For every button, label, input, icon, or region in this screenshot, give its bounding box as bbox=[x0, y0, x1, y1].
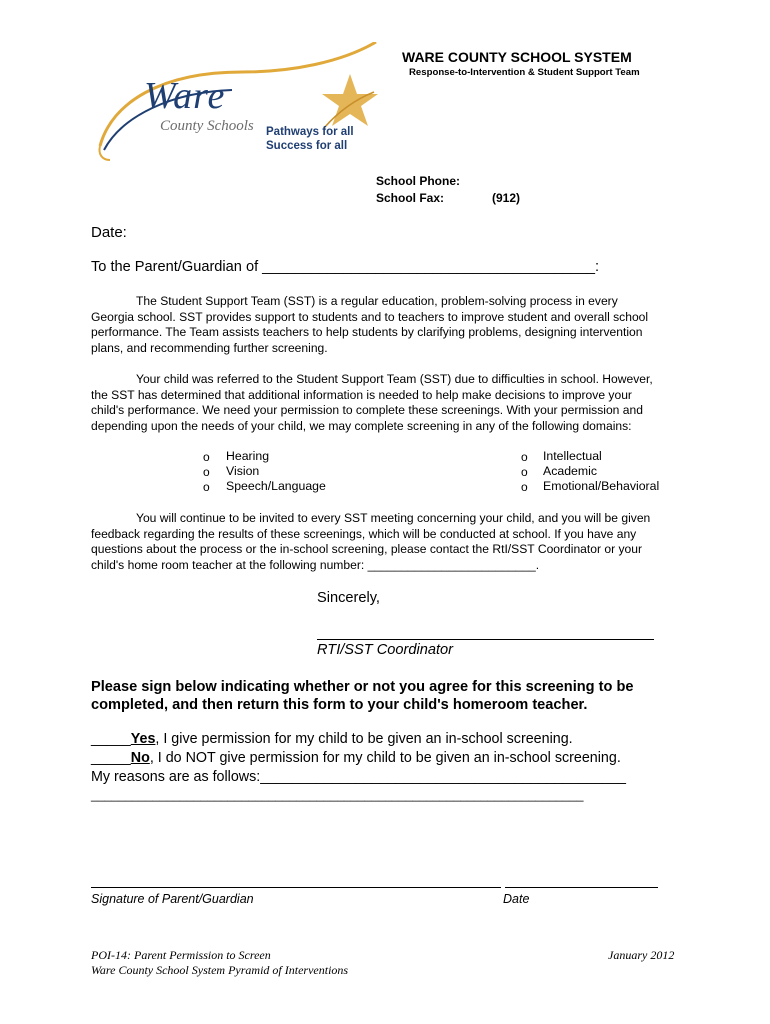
greeting-line: To the Parent/Guardian of _________________________________________: bbox=[91, 259, 600, 275]
domain-vision: Vision bbox=[226, 464, 260, 478]
reasons-line-2[interactable]: ________________________________________________________________________ bbox=[91, 788, 584, 802]
domain-speech-language: Speech/Language bbox=[226, 479, 326, 493]
bullet-marker: o bbox=[203, 465, 210, 479]
logo-county: County Schools bbox=[160, 118, 254, 134]
signature-date-label: Date bbox=[503, 892, 530, 906]
no-blank[interactable]: _____ bbox=[91, 750, 131, 766]
closing-sincerely: Sincerely, bbox=[317, 590, 380, 606]
bullet-marker: o bbox=[521, 450, 528, 464]
paragraph-1-line: The Student Support Team (SST) is a regular education, problem-solving process in every bbox=[136, 294, 618, 308]
domain-intellectual: Intellectual bbox=[543, 449, 602, 463]
logo-name: Ware bbox=[144, 75, 226, 117]
yes-text: , I give permission for my child to be given an in-school screening. bbox=[155, 731, 573, 747]
signature-date-line[interactable] bbox=[505, 887, 658, 888]
paragraph-2-line: Your child was referred to the Student Support Team (SST) due to difficulties in school. However, bbox=[136, 372, 653, 386]
domain-emotional-behavioral: Emotional/Behavioral bbox=[543, 479, 660, 493]
paragraph-2-line: the SST has determined that additional information is needed to help make decisions to improve your bbox=[91, 387, 632, 402]
consent-yes-option[interactable] bbox=[91, 731, 573, 747]
yes-word: Yes bbox=[130, 731, 156, 747]
footer-program: Ware County School System Pyramid of Interventions bbox=[91, 963, 349, 977]
bullet-marker: o bbox=[203, 480, 210, 494]
yes-blank[interactable]: _____ bbox=[91, 731, 131, 747]
consent-instruction-line-2: completed, and then return this form to your child's homeroom teacher. bbox=[91, 697, 588, 713]
paragraph-3-line: child's home room teacher at the following number: _________________________. bbox=[91, 557, 540, 572]
header-title: WARE COUNTY SCHOOL SYSTEM bbox=[402, 49, 632, 65]
domain-academic: Academic bbox=[543, 464, 597, 478]
reasons-field[interactable]: My reasons are as follows:______________________________________________ bbox=[91, 769, 627, 785]
paragraph-2-line: child's performance. We need your permission to complete these screenings. With your permission and bbox=[91, 403, 643, 418]
signature-label: Signature of Parent/Guardian bbox=[91, 892, 254, 906]
coordinator-signature-line bbox=[317, 639, 654, 640]
logo-tagline-2: Success for all bbox=[266, 140, 348, 152]
paragraph-1-line: plans, and recommending further screening. bbox=[91, 340, 328, 355]
logo-tagline-1: Pathways for all bbox=[266, 126, 354, 138]
paragraph-3-line: questions about the process or the in-school screening, please contact the RtI/SST Coordinator or your bbox=[91, 542, 643, 557]
paragraph-3-line: You will continue to be invited to every SST meeting concerning your child, and you will be given bbox=[136, 511, 651, 525]
paragraph-1-line: Georgia school. SST provides support to students and to teachers to improve student and overall school bbox=[91, 309, 649, 324]
paragraph-3 bbox=[91, 511, 686, 573]
school-fax-value: (912) bbox=[492, 191, 521, 205]
coordinator-title: RTI/SST Coordinator bbox=[317, 642, 453, 658]
paragraph-2 bbox=[91, 372, 686, 434]
no-text: , I do NOT give permission for my child to be given an in-school screening. bbox=[149, 750, 621, 766]
paragraph-1-line: performance. The Team assists teachers to help students by clarifying problems, designing intervention bbox=[91, 325, 643, 340]
parent-signature-line[interactable] bbox=[91, 887, 501, 888]
paragraph-1 bbox=[91, 294, 686, 356]
bullet-marker: o bbox=[203, 450, 210, 464]
no-word: No bbox=[130, 750, 150, 766]
date-label: Date: bbox=[91, 224, 127, 241]
bullet-marker: o bbox=[521, 465, 528, 479]
paragraph-2-line: depending upon the needs of your child, we may complete screening in any of the following domains: bbox=[91, 418, 632, 433]
footer-form-id: POI-14: Parent Permission to Screen bbox=[91, 948, 271, 962]
footer-date: January 2012 bbox=[608, 948, 675, 962]
ware-county-logo bbox=[92, 42, 384, 166]
paragraph-3-line: feedback regarding the results of these screenings, which will be conducted at school. If you have any bbox=[91, 526, 637, 541]
bullet-marker: o bbox=[521, 480, 528, 494]
consent-no-option[interactable] bbox=[91, 750, 621, 766]
consent-instruction-line-1: Please sign below indicating whether or not you agree for this screening to be bbox=[91, 679, 634, 695]
school-fax-label: School Fax: bbox=[376, 191, 445, 205]
school-phone-label: School Phone: bbox=[376, 174, 460, 188]
header-subtitle: Response-to-Intervention & Student Support Team bbox=[409, 67, 640, 78]
domain-hearing: Hearing bbox=[226, 449, 270, 463]
